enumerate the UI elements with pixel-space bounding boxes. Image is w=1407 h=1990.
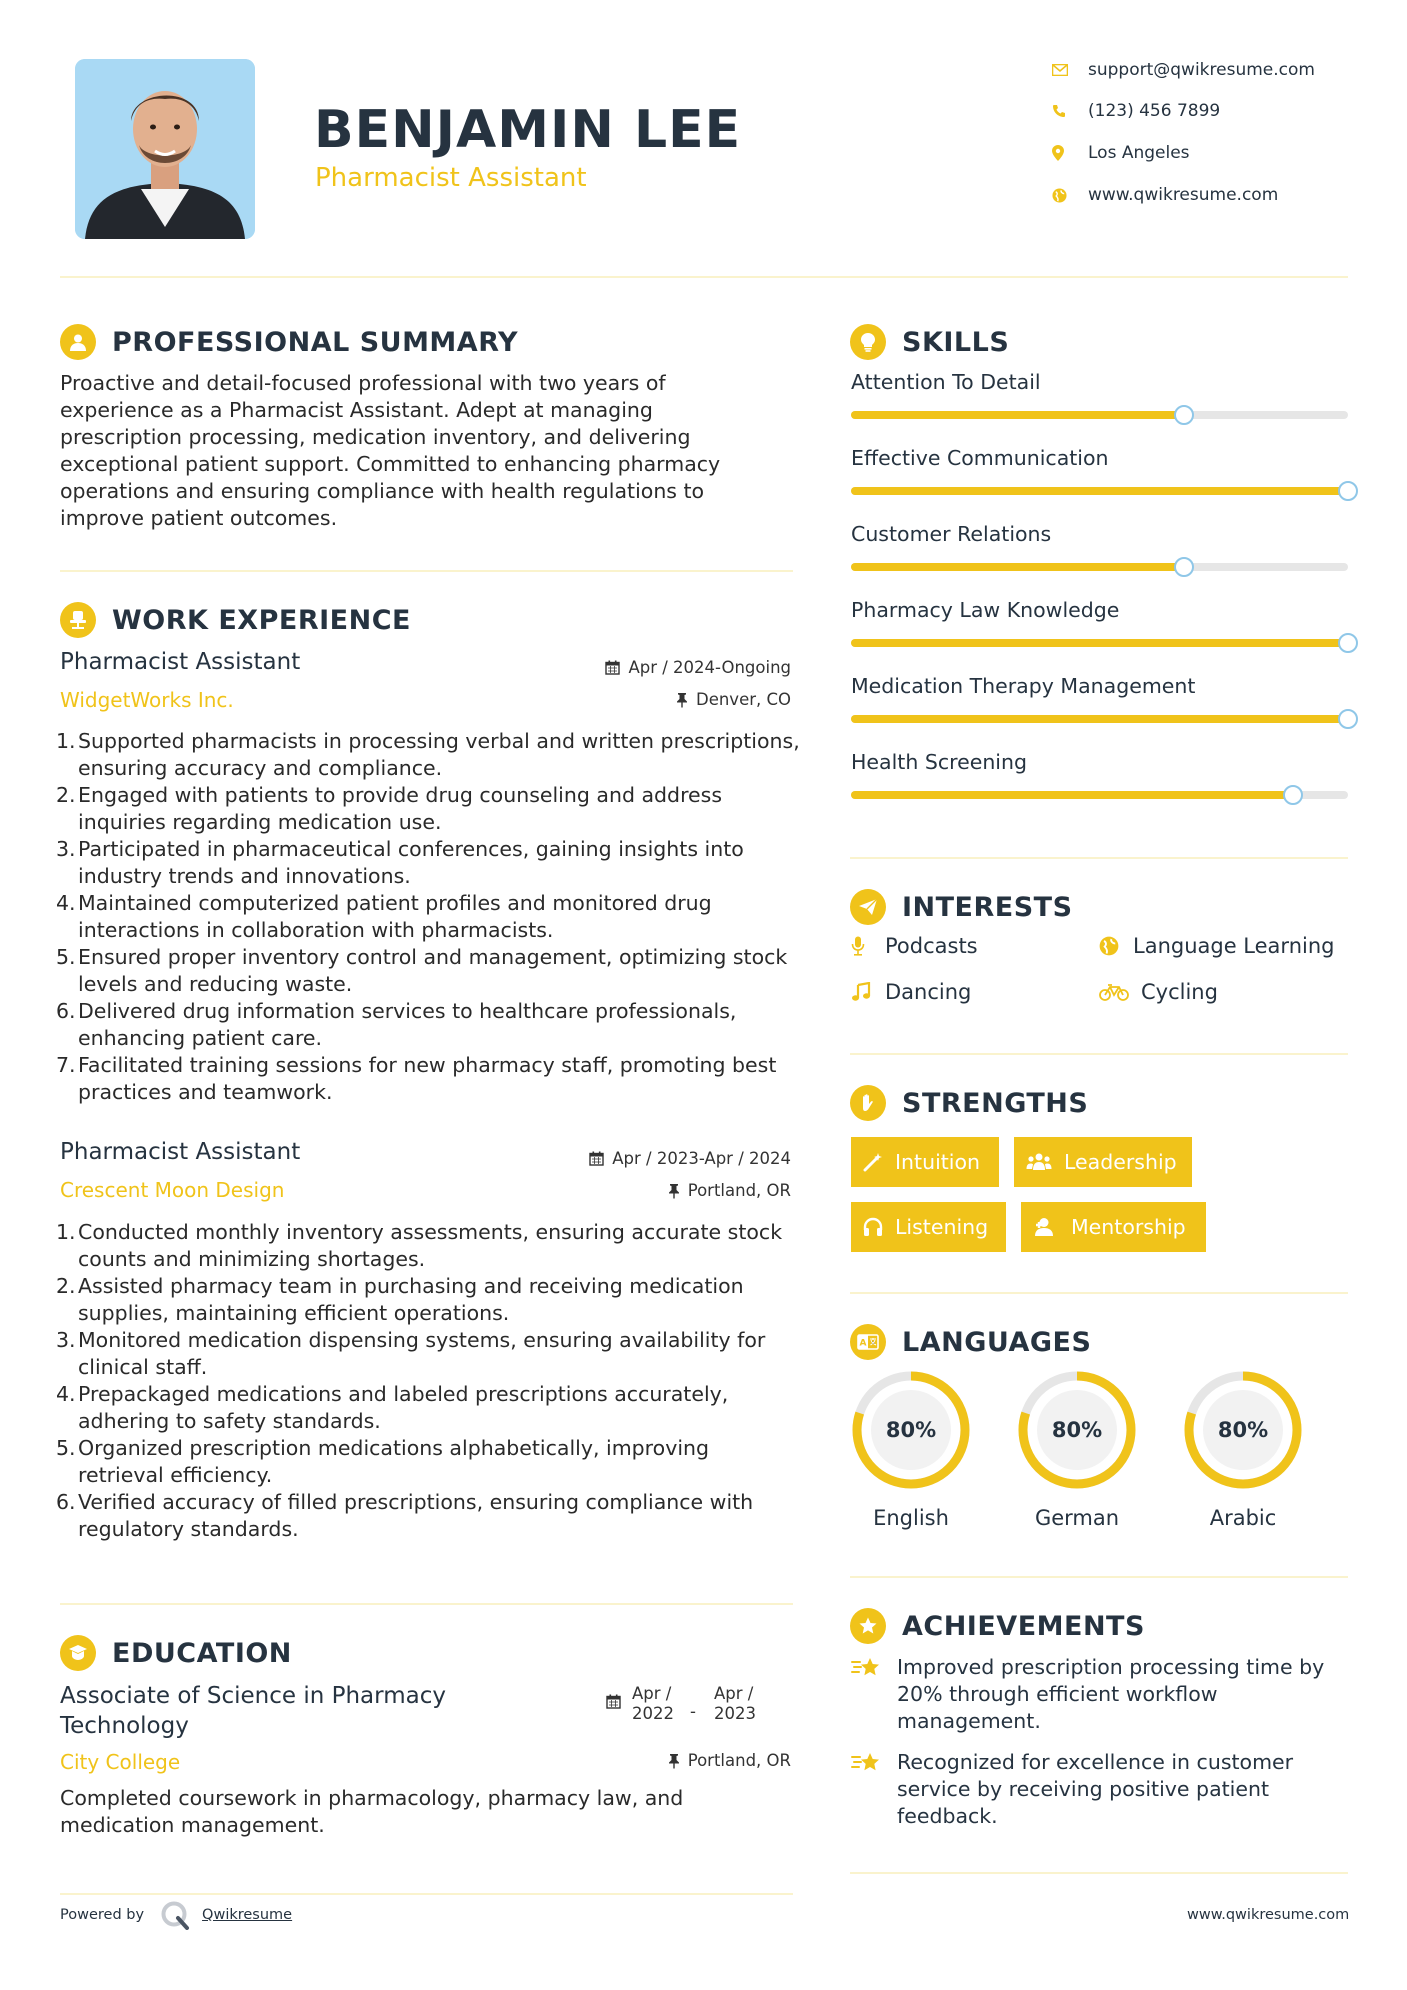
magic-wand-icon xyxy=(863,1152,883,1172)
education-dates: Apr / 2022 - Apr / 2023 xyxy=(606,1684,796,1728)
list-item: 5. Organized prescription medications alphabetically, improving retrieval efficiency. xyxy=(56,1436,710,1487)
skill-level-knob xyxy=(1338,481,1358,501)
headphones-icon xyxy=(863,1217,883,1237)
skill-level-bar xyxy=(851,411,1348,419)
hand-icon xyxy=(850,1085,886,1121)
list-item: 1. Conducted monthly inventory assessments, ensuring accurate stock counts and minimizing shortages. xyxy=(56,1220,783,1271)
calendar-icon xyxy=(605,660,620,675)
qwikresume-logo-icon xyxy=(160,1900,190,1930)
skill-row xyxy=(851,598,1348,647)
contact-location-text: Los Angeles xyxy=(1088,143,1190,163)
shooting-star-icon xyxy=(851,1749,897,1830)
skill-label: Customer Relations xyxy=(851,522,1052,546)
skill-level-fill xyxy=(851,715,1348,723)
language-proficiency-ring xyxy=(1015,1368,1139,1492)
star-badge-icon xyxy=(850,1608,886,1644)
skill-level-bar xyxy=(851,487,1348,495)
achievements-heading xyxy=(850,1606,1145,1646)
contact-phone[interactable] xyxy=(1050,96,1350,126)
strength-leadership: Leadership xyxy=(1014,1137,1192,1187)
qwikresume-link[interactable]: Qwikresume xyxy=(202,1907,293,1923)
strengths-divider xyxy=(850,1292,1348,1294)
skill-level-bar xyxy=(851,639,1348,647)
chair-icon xyxy=(60,602,96,638)
candidate-name: BENJAMIN LEE xyxy=(314,100,742,160)
skill-label: Medication Therapy Management xyxy=(851,674,1196,698)
summary-heading xyxy=(60,322,518,362)
achievements-title: ACHIEVEMENTS xyxy=(902,1610,1145,1642)
interest-dancing: Dancing xyxy=(851,980,971,1004)
skill-level-fill xyxy=(851,487,1348,495)
summary-title: PROFESSIONAL SUMMARY xyxy=(112,326,519,358)
language-percent: 80% xyxy=(1217,1418,1269,1442)
lightbulb-icon xyxy=(850,324,886,360)
skill-level-knob xyxy=(1174,405,1194,425)
education-date-start: Apr / 2022 xyxy=(632,1684,674,1723)
strengths-heading xyxy=(850,1083,1088,1123)
powered-by xyxy=(60,1900,292,1930)
language-percent: 80% xyxy=(885,1418,937,1442)
contact-location xyxy=(1050,138,1350,168)
skill-level-knob xyxy=(1174,557,1194,577)
skill-level-fill xyxy=(851,411,1184,419)
list-item: 5. Ensured proper inventory control and management, optimizing stock levels and reducing waste. xyxy=(56,945,788,996)
graduate-icon xyxy=(60,1635,96,1671)
skill-label: Effective Communication xyxy=(851,446,1109,470)
interest-language-learning: Language Learning xyxy=(1099,934,1334,958)
microphone-icon xyxy=(851,936,885,956)
skill-row xyxy=(851,522,1348,571)
job-2-dates: Apr / 2023-Apr / 2024 xyxy=(450,1149,791,1168)
strength-listening: Listening xyxy=(851,1202,1006,1252)
achievement-item-2: Recognized for excellence in customer service by receiving positive patient feedback. xyxy=(851,1749,1347,1830)
job-1-company: WidgetWorks Inc. xyxy=(60,688,234,712)
language-label: English xyxy=(873,1506,949,1530)
skill-label: Pharmacy Law Knowledge xyxy=(851,598,1120,622)
skill-level-fill xyxy=(851,639,1348,647)
paper-plane-icon xyxy=(850,889,886,925)
skill-level-bar xyxy=(851,563,1348,571)
skills-title: SKILLS xyxy=(902,326,1010,358)
list-item: 1. Supported pharmacists in processing verbal and written prescriptions, ensuring accuracy and compliance. xyxy=(56,729,800,780)
contact-email-text: support@qwikresume.com xyxy=(1088,60,1315,80)
list-item: 4. Maintained computerized patient profiles and monitored drug interactions in collaboration with pharmacists. xyxy=(56,891,712,942)
languages-heading xyxy=(850,1322,1091,1362)
language-proficiency-ring xyxy=(849,1368,973,1492)
skill-row xyxy=(851,750,1348,799)
user-plus-icon xyxy=(1033,1217,1059,1237)
language-label: German xyxy=(1034,1506,1120,1530)
svg-text:A: A xyxy=(859,1338,867,1349)
calendar-icon xyxy=(606,1694,621,1709)
list-item: 2. Engaged with patients to provide drug counseling and address inquiries regarding medication use. xyxy=(56,783,723,834)
skill-label: Attention To Detail xyxy=(851,370,1041,394)
languages-list xyxy=(849,1368,1349,1538)
contact-email[interactable] xyxy=(1050,55,1350,85)
achievement-item-1: Improved prescription processing time by 20% through efficient workflow management. xyxy=(851,1654,1347,1735)
language-proficiency-ring xyxy=(1181,1368,1305,1492)
envelope-icon xyxy=(1050,64,1088,76)
music-note-icon xyxy=(851,982,885,1002)
globe-icon xyxy=(1050,188,1088,203)
phone-icon xyxy=(1050,104,1088,118)
skill-level-knob xyxy=(1283,785,1303,805)
pushpin-icon xyxy=(668,1183,680,1199)
profile-photo xyxy=(75,59,255,239)
skill-level-knob xyxy=(1338,633,1358,653)
list-item: 7. Facilitated training sessions for new pharmacy staff, promoting best practices and teamwork. xyxy=(56,1053,777,1104)
skill-level-fill xyxy=(851,791,1293,799)
skills-divider xyxy=(850,857,1348,859)
list-item: 6. Verified accuracy of filled prescriptions, ensuring compliance with regulatory standards. xyxy=(56,1490,754,1541)
skill-level-bar xyxy=(851,715,1348,723)
list-item: 6. Delivered drug information services to healthcare professionals, enhancing patient care. xyxy=(56,999,737,1050)
work-divider xyxy=(60,1603,793,1605)
job-1-title: Pharmacist Assistant xyxy=(60,649,301,675)
languages-divider xyxy=(850,1576,1348,1578)
pushpin-icon xyxy=(668,1753,680,1769)
language-icon xyxy=(850,1324,886,1360)
pushpin-icon xyxy=(676,692,688,708)
candidate-role: Pharmacist Assistant xyxy=(315,163,587,193)
contact-website[interactable] xyxy=(1050,180,1350,210)
globe-icon xyxy=(1099,936,1133,956)
strengths-title: STRENGTHS xyxy=(902,1087,1089,1119)
footer-divider xyxy=(60,1893,793,1895)
bicycle-icon xyxy=(1099,983,1133,1001)
work-title: WORK EXPERIENCE xyxy=(112,604,411,636)
header-divider xyxy=(60,276,1348,278)
languages-title: LANGUAGES xyxy=(902,1326,1092,1358)
education-location: Portland, OR xyxy=(450,1751,791,1770)
interest-podcasts: Podcasts xyxy=(851,934,978,958)
job-1-location: Denver, CO xyxy=(450,690,791,709)
job-2-duties xyxy=(56,1219,800,1543)
users-icon xyxy=(1026,1152,1052,1172)
education-date-end: Apr / 2023 xyxy=(714,1684,756,1723)
language-item xyxy=(1181,1368,1305,1530)
language-percent: 80% xyxy=(1051,1418,1103,1442)
summary-text: Proactive and detail-focused professional with two years of experience as a Pharmacist Assistant. Adept at managing prescription processing, medication inventory, and delivering exceptional patient support. Committed to enhancing pharmacy operations and ensuring compliance with health regulations to improve patient outcomes. xyxy=(60,371,721,530)
interest-cycling: Cycling xyxy=(1099,980,1218,1004)
skill-row xyxy=(851,674,1348,723)
job-2-location: Portland, OR xyxy=(450,1181,791,1200)
contact-website-text: www.qwikresume.com xyxy=(1088,185,1279,205)
shooting-star-icon xyxy=(851,1654,897,1735)
skill-row xyxy=(851,446,1348,495)
job-1-dates: Apr / 2024-Ongoing xyxy=(450,658,791,677)
skill-level-fill xyxy=(851,563,1184,571)
language-item xyxy=(1015,1368,1139,1530)
achievements-divider xyxy=(850,1872,1348,1874)
interests-divider xyxy=(850,1053,1348,1055)
list-item: 4. Prepackaged medications and labeled prescriptions accurately, adhering to safety standards. xyxy=(56,1382,729,1433)
language-label: Arabic xyxy=(1209,1506,1277,1530)
work-heading xyxy=(60,600,411,640)
interests-title: INTERESTS xyxy=(902,891,1073,923)
school-name: City College xyxy=(60,1750,181,1774)
education-description: Completed coursework in pharmacology, pharmacy law, and medication management. xyxy=(60,1786,684,1837)
list-item: 3. Monitored medication dispensing systems, ensuring availability for clinical staff. xyxy=(56,1328,766,1379)
calendar-icon xyxy=(589,1151,604,1166)
skill-level-bar xyxy=(851,791,1348,799)
job-2-company: Crescent Moon Design xyxy=(60,1178,285,1202)
language-item xyxy=(849,1368,973,1530)
user-icon xyxy=(60,324,96,360)
education-title: EDUCATION xyxy=(112,1637,292,1669)
strength-mentorship: Mentorship xyxy=(1021,1202,1206,1252)
strength-intuition: Intuition xyxy=(851,1137,999,1187)
skill-row xyxy=(851,370,1348,419)
job-2-title: Pharmacist Assistant xyxy=(60,1139,301,1165)
interests-heading xyxy=(850,887,1073,927)
education-heading xyxy=(60,1633,292,1673)
skill-level-knob xyxy=(1338,709,1358,729)
list-item: 3. Participated in pharmaceutical conferences, gaining insights into industry trends and innovations. xyxy=(56,837,744,888)
footer-url[interactable]: www.qwikresume.com xyxy=(1187,1907,1350,1923)
skills-heading xyxy=(850,322,1009,362)
map-pin-icon xyxy=(1050,145,1088,161)
contact-phone-text: (123) 456 7899 xyxy=(1088,101,1221,121)
list-item: 2. Assisted pharmacy team in purchasing and receiving medication supplies, maintaining efficient operations. xyxy=(56,1274,744,1325)
skill-label: Health Screening xyxy=(851,750,1028,774)
summary-divider xyxy=(60,570,793,572)
powered-by-text: Powered by xyxy=(60,1907,145,1923)
degree-title: Associate of Science in Pharmacy Technology xyxy=(60,1683,446,1739)
job-1-duties xyxy=(56,728,800,1106)
